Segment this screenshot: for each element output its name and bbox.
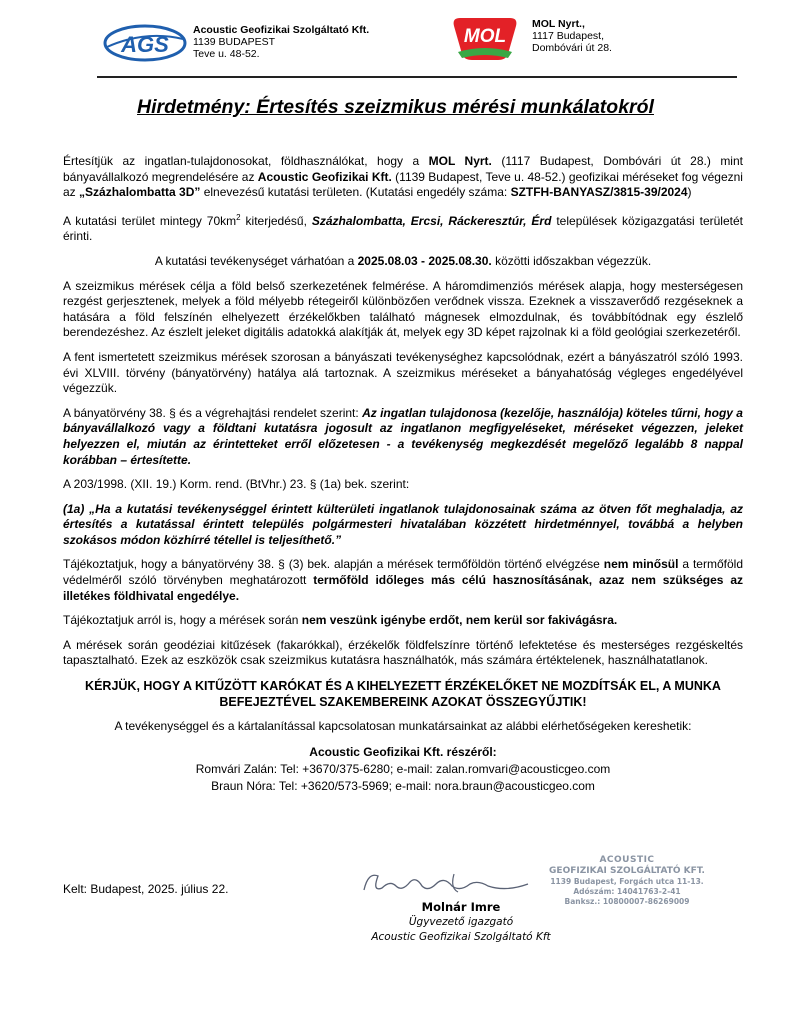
signer-role: Ügyvezető igazgató (408, 916, 514, 928)
obligation-quote: Az ingatlan tulajdonosa (kezelője, használója) köteles tűrni, hogy a bányavállalkozó vagy a földtani kutatásra jogosult az ingatlanon megfigyeléseket, méréseket végezzen, jeleket helyezzen el, miután az érintetteket erről előzetesen - a tevékenység megkezdését megelőző legalább 8 nappal korábban – értesítette. (63, 405, 743, 467)
contact-title: Acoustic Geofizikai Kft. részéről: (309, 744, 497, 759)
contact-braun: Braun Nóra: Tel: +3620/573-5969; e-mail: nora.braun@acousticgeo.com (211, 778, 595, 793)
paragraph-dates: A kutatási tevékenységet várhatóan a 2025.08.03 - 2025.08.30. közötti időszakban végezzük. (154, 253, 652, 268)
page-title: Hirdetmény: Értesítés szeizmikus mérési munkálatokról (137, 96, 654, 118)
mol-company-name: MOL Nyrt., (532, 18, 585, 30)
mol-address-line1: 1117 Budapest, (532, 30, 605, 42)
ags-logo-text: AGS (121, 32, 169, 57)
settlements: Százhalombatta, Ercsi, Ráckeresztúr, Érd (311, 213, 552, 228)
paragraph-farmland: Tájékoztatjuk, hogy a bányatörvény 38. § (3) bek. alapján a mérések termőföldön történő elvégzése nem minősül a termőföld védelméről szóló törvényben meghatározott termőföld időleges más célú hasznosításának, azaz nem szükséges az illetékes földhivatal engedélye. (63, 557, 743, 603)
ags-address (193, 24, 369, 60)
permit-number: SZTFH-BANYASZ/3815-39/2024 (510, 185, 688, 200)
mol-name: MOL Nyrt. (428, 154, 492, 168)
mol-address (532, 18, 612, 54)
letterhead (97, 14, 737, 76)
ags-company-name: Acoustic Geofizikai Szolgáltató Kft. (193, 24, 370, 36)
paragraph-obligation: A bányatörvény 38. § és a végrehajtási rendelet szerint: Az ingatlan tulajdonosa (kezelője, használója) köteles tűrni, hogy a bányavállalkozó vagy a földtani kutatásra jogosult az ingatlanon megfigyeléseket, méréseket végezzen, jeleket helyezzen el, miután az érintetteket erről előzetesen - a tevékenység megkezdését megelőző legalább 8 nappal korábban – értesítette. (63, 405, 743, 467)
ags-logo (103, 22, 187, 64)
mol-logo (450, 14, 520, 62)
signer-company: Acoustic Geofizikai Szolgáltató Kft (371, 931, 551, 943)
mol-logo-text: MOL (463, 26, 507, 47)
paragraph-intro: Értesítjük az ingatlan-tulajdonosokat, földhasználókat, hogy a MOL Nyrt. (1117 Budapest, Dombóvári út 28.) mint bányavállalkozó megrendelésére az Acoustic Geofizikai Kft. (1139 Budapest, Teve u. 48-52.) geofizikai méréseket fog végezni az „Százhalombatta 3D” elnevezésű kutatási területen. (Kutatási engedély száma: SZTFH-BANYASZ/3815-39/2024) (63, 154, 743, 200)
paragraph-decree: A 203/1998. (XII. 19.) Korm. rend. (BtVhr.) 23. § (1a) bek. szerint: (63, 477, 410, 492)
ags-address-line2: Teve u. 48-52. (193, 48, 260, 60)
paragraph-decree-quote: (1a) „Ha a kutatási tevékenységgel érintett külterületi ingatlanok tulajdonosainak száma az ötven főt meghaladja, az értesítés a kutatással érintett település polgármesteri hivatalában közzétett hirdetménnyel, továbbá a helyben szokásos módon közhírré tétellel is teljesíthető.” (63, 501, 743, 547)
warning-notice: KÉRJÜK, HOGY A KITŰZÖTT KARÓKAT ÉS A KIHELYEZETT ÉRZÉKELŐKET NE MOZDÍTSÁK EL, A MUNKA BEFEJEZTÉVEL SZAKEMBEREINK AZOKAT ÖSSZEGYŰJTIK! (85, 679, 721, 710)
paragraph-contact-intro: A tevékenységgel és a kártalanítással kapcsolatosan munkatársainkat az alábbi elérhetőségeken kereshetik: (114, 719, 692, 734)
paragraph-forest: Tájékoztatjuk arról is, hogy a mérések során nem veszünk igénybe erdőt, nem kerül sor fakivágásra. (63, 613, 618, 628)
contact-block (63, 744, 743, 795)
signer-name: Molnár Imre (421, 900, 501, 914)
work-dates: 2025.08.03 - 2025.08.30. (357, 253, 492, 268)
mol-address-line2: Dombóvári út 28. (532, 42, 612, 54)
paragraph-equipment: A mérések során geodéziai kitűzések (fakarókkal), érzékelők földfelszínre történő lefektetése és mesterséges rezgéskeltés tapasztalható. Ezek az eszközök csak szeizmikus kutatásra használhatók, más számára értéktelenek, használhatatlanok. (63, 637, 743, 668)
signature-image (356, 862, 546, 902)
paragraph-area: A kutatási terület mintegy $70km^2$ kiterjedésű, Százhalombatta, Ercsi, Ráckeresztúr, Érd települések közigazgatási területét érinti. (63, 212, 743, 244)
notice-body (63, 154, 743, 795)
paragraph-law: A fent ismertetett szeizmikus mérések szorosan a bányászati tevékenységhez kapcsolódnak, ezért a bányászatról szóló 1993. évi XLVIII. törvény (bányatörvény) hatálya alá tartoznak. A szeizmikus méréseket a bányahatóság végleges engedélyével végezzük. (63, 349, 743, 396)
ags-name: Acoustic Geofizikai Kft. (257, 169, 392, 184)
date-line: Kelt: Budapest, 2025. július 22. (63, 882, 229, 896)
signer-block (356, 900, 566, 945)
paragraph-purpose: A szeizmikus mérések célja a föld belső szerkezetének felmérése. A háromdimenziós mérések alapja, hogy mesterségesen rezgést gerjesztenek, melyek a föld mélyebb rétegeiről különbözően verődnek vissza. Ezeknek a visszaverődő rezgéseknek a hatására a föld felszínén elhelyezett érzékelőkben található mágnesek elmozdulnak, és továbbítódnak egy észlelő berendezéshez. Az észlelt jeleket digitális adatokká alakítják át, melyek egy 3D képet rajzolnak ki a föld geológiai szerkezetéről. (63, 278, 743, 340)
company-stamp: ACOUSTIC GEOFIZIKAI SZOLGÁLTATÓ KFT. 1139 Budapest, Forgách utca 11-13. Adószám: 14041763-2-41 Banksz.: 10800007-86269009 (549, 855, 705, 906)
ags-address-line1: 1139 BUDAPEST (193, 36, 276, 48)
project-name: „Százhalombatta 3D” (79, 185, 201, 200)
contact-romvari: Romvári Zalán: Tel: +3670/375-6280; e-mail: zalan.romvari@acousticgeo.com (195, 761, 611, 776)
header-divider (97, 76, 737, 78)
